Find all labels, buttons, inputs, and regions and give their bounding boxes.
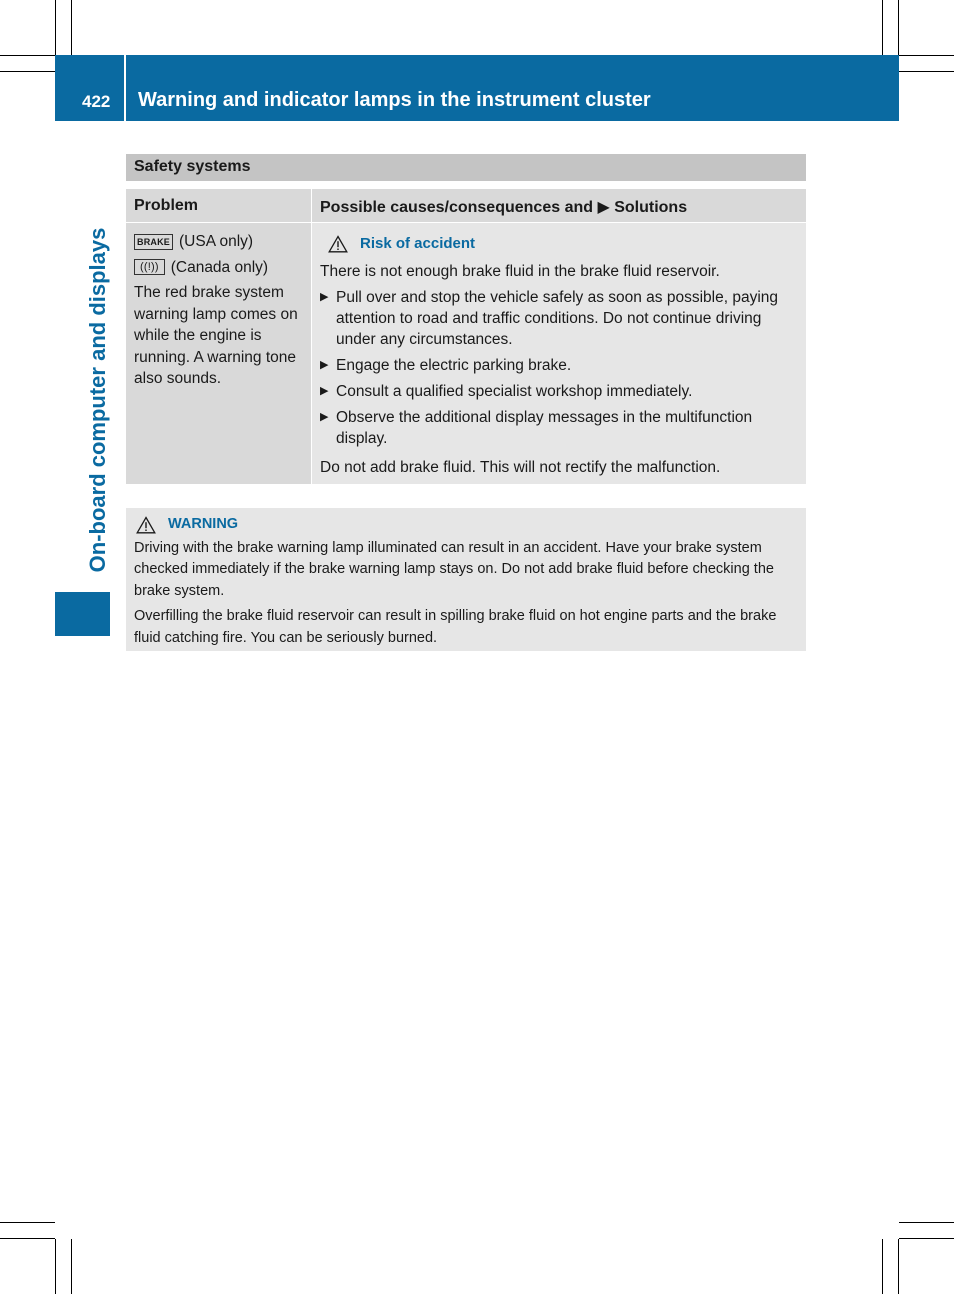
section-heading: Safety systems (126, 154, 806, 181)
warning-paragraph: Overfilling the brake fluid reservoir can result in spilling brake fluid on hot engine parts and the brake fluid catching fire. You can be seriously burned. (134, 608, 777, 646)
crop-mark (71, 1239, 72, 1294)
crop-mark (71, 0, 72, 55)
arrow-bullet-icon: ▶ (320, 291, 329, 303)
step-text: Engage the electric parking brake. (336, 357, 572, 374)
lamp-usa (134, 231, 305, 253)
brake-lamp-icon: BRAKE (134, 234, 173, 250)
header-divider (124, 55, 126, 121)
cause-text: There is not enough brake fluid in the brake fluid reservoir. (320, 263, 720, 280)
warning-title: WARNING (168, 516, 239, 532)
side-tab-marker (55, 592, 110, 636)
side-tab-label: On-board computer and displays (85, 227, 110, 573)
caution-title: Risk of accident (360, 235, 476, 252)
crop-mark (0, 1222, 55, 1223)
crop-mark (899, 55, 954, 56)
crop-mark (0, 55, 55, 56)
problem-description: The red brake system warning lamp comes on while the engine is running. A warning tone also sounds. (134, 284, 298, 387)
note-text: Do not add brake fluid. This will not rectify the malfunction. (320, 459, 721, 476)
arrow-bullet-icon: ▶ (320, 359, 329, 371)
brake-circle-lamp-icon: ((!)) (134, 259, 165, 275)
warning-triangle-icon (136, 516, 156, 534)
warning-heading (134, 514, 798, 536)
crop-mark (898, 0, 899, 55)
crop-mark (55, 1239, 56, 1294)
column-header-solutions: Possible causes/consequences and ▶ Solutions (312, 189, 806, 222)
crop-mark (899, 1238, 954, 1239)
crop-mark (899, 71, 954, 72)
list-item (320, 407, 800, 449)
list-item (320, 381, 800, 402)
warning-box (126, 508, 806, 651)
problem-cell (126, 223, 311, 484)
crop-mark (898, 1239, 899, 1294)
step-text: Observe the additional display messages in the multifunction display. (336, 409, 753, 447)
lamp-canada-label: (Canada only) (170, 258, 269, 276)
list-item (320, 287, 800, 350)
step-text: Pull over and stop the vehicle safely as soon as possible, paying attention to road and traffic conditions. Do not continue driving under any circumstances. (336, 289, 779, 348)
solutions-cell (312, 223, 806, 484)
page-title: Warning and indicator lamps in the instrument cluster (138, 89, 651, 111)
page-number: 422 (82, 92, 111, 111)
step-text: Consult a qualified specialist workshop immediately. (336, 383, 693, 400)
lamp-usa-label: (USA only) (179, 233, 254, 250)
arrow-bullet-icon: ▶ (320, 411, 329, 423)
crop-mark (55, 0, 56, 55)
crop-mark (899, 1222, 954, 1223)
lamp-canada (134, 257, 305, 279)
list-item (320, 355, 800, 376)
crop-mark (0, 1238, 55, 1239)
caution-heading (320, 233, 800, 254)
crop-mark (882, 1239, 883, 1294)
warning-triangle-icon (328, 235, 348, 253)
warning-paragraph: Driving with the brake warning lamp illuminated can result in an accident. Have your brake system checked immediately if the brake warning lamp stays on. Do not add brake fluid before checking the brake system. (134, 539, 774, 599)
arrow-bullet-icon: ▶ (320, 385, 329, 397)
crop-mark (0, 71, 55, 72)
crop-mark (882, 0, 883, 55)
column-header-problem: Problem (126, 189, 311, 222)
